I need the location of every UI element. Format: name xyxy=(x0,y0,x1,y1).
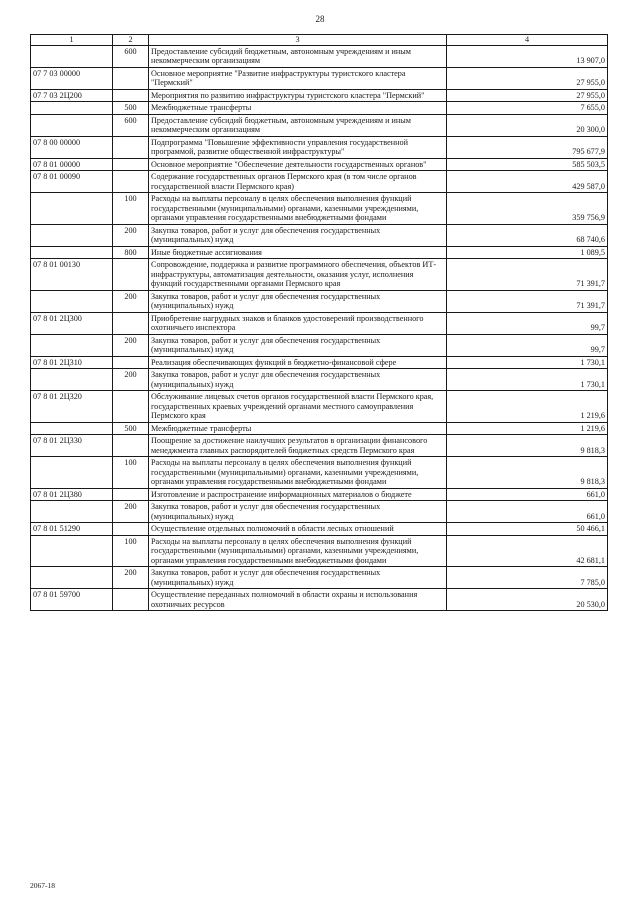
row-vr-code xyxy=(113,67,149,89)
row-expense-name: Реализация обеспечивающих функций в бюджетно-финансовой сфере xyxy=(149,356,447,369)
row-expense-name: Иные бюджетные ассигнования xyxy=(149,246,447,259)
row-amount: 661,0 xyxy=(447,488,608,501)
row-expense-name: Поощрение за достижение наилучших результатов в организации финансового менеджмента главных распорядителей бюджетных средств Пермского края xyxy=(149,435,447,457)
row-vr-code xyxy=(113,356,149,369)
row-vr-code xyxy=(113,171,149,193)
table-row xyxy=(31,193,608,225)
table-row xyxy=(31,356,608,369)
row-amount: 585 503,5 xyxy=(447,158,608,171)
row-vr-code xyxy=(113,488,149,501)
row-vr-code xyxy=(113,391,149,423)
page-number: 28 xyxy=(315,14,325,24)
row-vr-code: 200 xyxy=(113,567,149,589)
table-row xyxy=(31,523,608,536)
row-csr-code: 07 8 01 2Ц320 xyxy=(31,391,113,423)
row-amount: 99,7 xyxy=(447,334,608,356)
table-row xyxy=(31,422,608,435)
row-amount: 795 677,9 xyxy=(447,136,608,158)
table-row xyxy=(31,391,608,423)
row-expense-name: Предоставление субсидий бюджетным, автономным учреждениям и иным некоммерческим организациям xyxy=(149,45,447,67)
column-header-vr: 2 xyxy=(113,35,149,46)
row-csr-code xyxy=(31,290,113,312)
row-amount: 71 391,7 xyxy=(447,290,608,312)
row-expense-name: Основное мероприятие "Обеспечение деятельности государственных органов" xyxy=(149,158,447,171)
row-vr-code xyxy=(113,259,149,291)
row-amount: 68 740,6 xyxy=(447,224,608,246)
row-expense-name: Мероприятия по развитию инфраструктуры туристского кластера "Пермский" xyxy=(149,89,447,102)
row-amount: 27 955,0 xyxy=(447,89,608,102)
table-header-row xyxy=(31,35,608,46)
row-amount: 1 089,5 xyxy=(447,246,608,259)
table-row xyxy=(31,45,608,67)
row-csr-code: 07 8 01 2Ц310 xyxy=(31,356,113,369)
row-vr-code xyxy=(113,89,149,102)
row-expense-name: Подпрограмма "Повышение эффективности управления государственной программой, развитие общественной инфраструктуры" xyxy=(149,136,447,158)
row-amount: 20 300,0 xyxy=(447,114,608,136)
row-expense-name: Закупка товаров, работ и услуг для обеспечения государственных (муниципальных) нужд xyxy=(149,369,447,391)
row-amount: 1 219,6 xyxy=(447,391,608,423)
row-vr-code xyxy=(113,158,149,171)
row-csr-code xyxy=(31,422,113,435)
row-vr-code: 600 xyxy=(113,114,149,136)
row-amount: 359 756,9 xyxy=(447,193,608,225)
table-row xyxy=(31,488,608,501)
row-csr-code xyxy=(31,193,113,225)
table-row xyxy=(31,89,608,102)
row-amount: 429 587,0 xyxy=(447,171,608,193)
table-row xyxy=(31,246,608,259)
table-row xyxy=(31,501,608,523)
row-csr-code xyxy=(31,45,113,67)
row-csr-code xyxy=(31,114,113,136)
row-csr-code: 07 7 03 2Ц200 xyxy=(31,89,113,102)
row-expense-name: Содержание государственных органов Пермского края (в том числе органов государственной власти Пермского края) xyxy=(149,171,447,193)
row-expense-name: Расходы на выплаты персоналу в целях обеспечения выполнения функций государственными (муниципальными) органами, казенными учреждениями, органами управления государственными внебюджетными фондами xyxy=(149,535,447,567)
row-amount: 27 955,0 xyxy=(447,67,608,89)
row-csr-code: 07 8 01 2Ц330 xyxy=(31,435,113,457)
row-amount: 9 818,3 xyxy=(447,457,608,489)
table-row xyxy=(31,435,608,457)
row-csr-code xyxy=(31,535,113,567)
row-amount: 7 655,0 xyxy=(447,102,608,115)
column-header-name: 3 xyxy=(149,35,447,46)
column-header-amount: 4 xyxy=(447,35,608,46)
row-csr-code xyxy=(31,567,113,589)
row-expense-name: Расходы на выплаты персоналу в целях обеспечения выполнения функций государственными (муниципальными) органами, казенными учреждениями, органами управления государственными внебюджетными фондами xyxy=(149,193,447,225)
row-vr-code xyxy=(113,523,149,536)
row-csr-code: 07 8 00 00000 xyxy=(31,136,113,158)
table-row xyxy=(31,334,608,356)
row-expense-name: Осуществление отдельных полномочий в области лесных отношений xyxy=(149,523,447,536)
row-csr-code xyxy=(31,369,113,391)
row-csr-code xyxy=(31,501,113,523)
table-row xyxy=(31,158,608,171)
row-amount: 1 730,1 xyxy=(447,356,608,369)
row-csr-code: 07 8 01 00000 xyxy=(31,158,113,171)
row-expense-name: Закупка товаров, работ и услуг для обеспечения государственных (муниципальных) нужд xyxy=(149,501,447,523)
table-row xyxy=(31,67,608,89)
row-amount: 13 907,0 xyxy=(447,45,608,67)
row-vr-code: 200 xyxy=(113,224,149,246)
budget-table xyxy=(30,34,608,611)
row-expense-name: Предоставление субсидий бюджетным, автономным учреждениям и иным некоммерческим организациям xyxy=(149,114,447,136)
row-expense-name: Закупка товаров, работ и услуг для обеспечения государственных (муниципальных) нужд xyxy=(149,290,447,312)
table-row xyxy=(31,290,608,312)
row-vr-code: 200 xyxy=(113,334,149,356)
row-vr-code xyxy=(113,435,149,457)
row-csr-code: 07 8 01 2Ц300 xyxy=(31,312,113,334)
row-vr-code: 500 xyxy=(113,422,149,435)
table-row xyxy=(31,535,608,567)
row-csr-code xyxy=(31,246,113,259)
row-csr-code: 07 8 01 2Ц380 xyxy=(31,488,113,501)
row-amount: 7 785,0 xyxy=(447,567,608,589)
row-expense-name: Изготовление и распространение информационных материалов о бюджете xyxy=(149,488,447,501)
table-row xyxy=(31,567,608,589)
row-csr-code: 07 8 01 00090 xyxy=(31,171,113,193)
table-row xyxy=(31,136,608,158)
row-expense-name: Межбюджетные трансферты xyxy=(149,422,447,435)
row-csr-code: 07 8 01 59700 xyxy=(31,589,113,611)
row-expense-name: Основное мероприятие "Развитие инфраструктуры туристского кластера "Пермский" xyxy=(149,67,447,89)
row-vr-code xyxy=(113,136,149,158)
row-vr-code: 100 xyxy=(113,193,149,225)
row-expense-name: Сопровождение, поддержка и развитие программного обеспечения, объектов ИТ-инфраструктуры, автоматизация деятельности, оказания услуг, исполнения функций государственными органами Пермского края xyxy=(149,259,447,291)
footer-code: 2067-18 xyxy=(30,881,55,890)
row-expense-name: Приобретение нагрудных знаков и бланков удостоверений производственного охотничьего инспектора xyxy=(149,312,447,334)
table-row xyxy=(31,369,608,391)
row-csr-code: 07 7 03 00000 xyxy=(31,67,113,89)
row-expense-name: Закупка товаров, работ и услуг для обеспечения государственных (муниципальных) нужд xyxy=(149,224,447,246)
row-vr-code xyxy=(113,312,149,334)
row-csr-code xyxy=(31,334,113,356)
row-vr-code: 100 xyxy=(113,457,149,489)
row-vr-code: 100 xyxy=(113,535,149,567)
row-amount: 9 818,3 xyxy=(447,435,608,457)
row-csr-code: 07 8 01 51290 xyxy=(31,523,113,536)
row-vr-code: 500 xyxy=(113,102,149,115)
row-expense-name: Осуществление переданных полномочий в области охраны и использования охотничьих ресурсов xyxy=(149,589,447,611)
table-row xyxy=(31,224,608,246)
table-row xyxy=(31,171,608,193)
row-vr-code: 200 xyxy=(113,290,149,312)
table-row xyxy=(31,589,608,611)
row-expense-name: Межбюджетные трансферты xyxy=(149,102,447,115)
row-csr-code: 07 8 01 00130 xyxy=(31,259,113,291)
column-header-csr: 1 xyxy=(31,35,113,46)
row-expense-name: Обслуживание лицевых счетов органов государственной власти Пермского края, государственных краевых учреждений органами местного самоуправления Пермского края xyxy=(149,391,447,423)
row-amount: 20 530,0 xyxy=(447,589,608,611)
table-row xyxy=(31,312,608,334)
table-row xyxy=(31,259,608,291)
row-amount: 1 219,6 xyxy=(447,422,608,435)
row-vr-code: 200 xyxy=(113,501,149,523)
row-csr-code xyxy=(31,457,113,489)
row-amount: 661,0 xyxy=(447,501,608,523)
row-csr-code xyxy=(31,224,113,246)
row-vr-code: 600 xyxy=(113,45,149,67)
row-amount: 1 730,1 xyxy=(447,369,608,391)
row-amount: 71 391,7 xyxy=(447,259,608,291)
row-amount: 99,7 xyxy=(447,312,608,334)
row-expense-name: Закупка товаров, работ и услуг для обеспечения государственных (муниципальных) нужд xyxy=(149,334,447,356)
table-row xyxy=(31,114,608,136)
row-amount: 42 681,1 xyxy=(447,535,608,567)
row-amount: 50 466,1 xyxy=(447,523,608,536)
table-row xyxy=(31,457,608,489)
row-vr-code xyxy=(113,589,149,611)
row-expense-name: Расходы на выплаты персоналу в целях обеспечения выполнения функций государственными (муниципальными) органами, казенными учреждениями, органами управления государственными внебюджетными фондами xyxy=(149,457,447,489)
row-vr-code: 800 xyxy=(113,246,149,259)
row-expense-name: Закупка товаров, работ и услуг для обеспечения государственных (муниципальных) нужд xyxy=(149,567,447,589)
table-row xyxy=(31,102,608,115)
row-csr-code xyxy=(31,102,113,115)
row-vr-code: 200 xyxy=(113,369,149,391)
